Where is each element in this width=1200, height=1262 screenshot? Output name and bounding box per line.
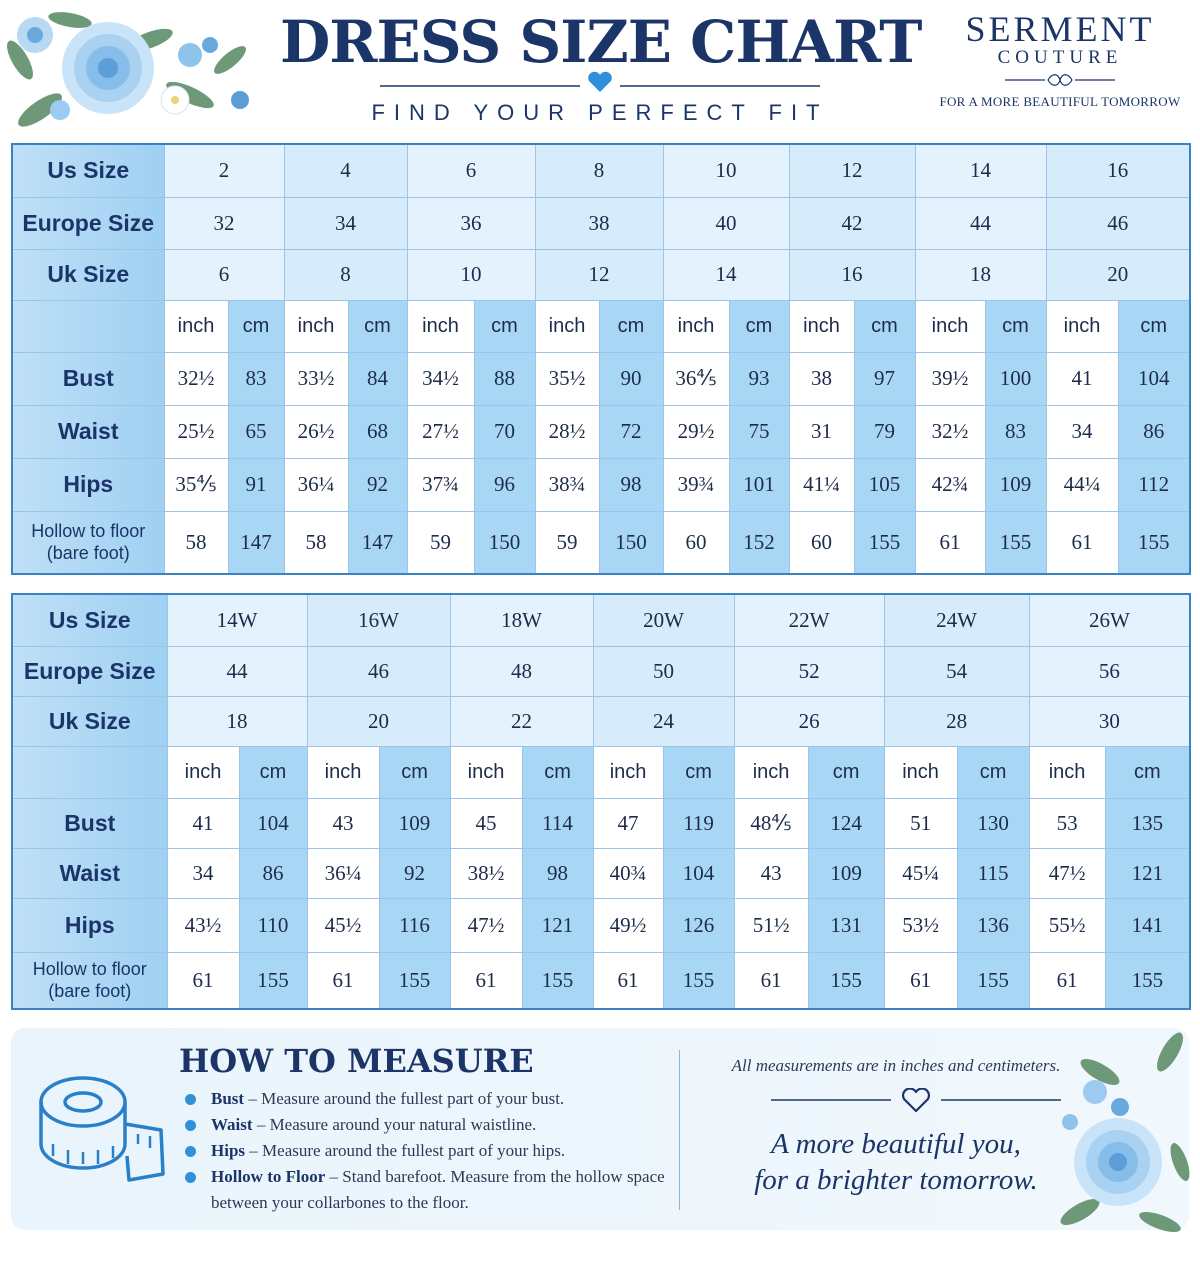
us-size-cell: 2	[164, 144, 284, 197]
us-size-cell: 10	[663, 144, 789, 197]
waist-inch: 31	[789, 405, 854, 458]
bust-cm: 135	[1105, 798, 1190, 848]
hips-label: Hips	[12, 898, 167, 952]
hips-cm: 109	[985, 458, 1046, 511]
europe-size-cell: 56	[1029, 646, 1190, 696]
europe-size-row	[12, 197, 1190, 249]
waist-cm: 86	[1118, 405, 1190, 458]
uk-size-cell: 14	[663, 249, 789, 300]
hips-row	[12, 458, 1190, 511]
us-size-cell: 20W	[593, 594, 734, 646]
uk-size-cell: 24	[593, 696, 734, 746]
hips-inch: 42¾	[915, 458, 985, 511]
bullet-icon	[185, 1120, 196, 1131]
hollow-cm: 150	[474, 511, 535, 574]
unit-inch: inch	[789, 300, 854, 352]
bust-cm: 93	[729, 352, 789, 405]
flower-bouquet-icon	[1040, 1012, 1200, 1237]
us-size-label: Us Size	[12, 144, 164, 197]
bust-cm: 104	[1118, 352, 1190, 405]
hips-cm: 131	[808, 898, 884, 952]
bust-cm: 88	[474, 352, 535, 405]
europe-size-cell: 46	[1046, 197, 1190, 249]
waist-row	[12, 405, 1190, 458]
hollow-cm: 150	[599, 511, 663, 574]
us-size-cell: 18W	[450, 594, 593, 646]
uk-size-label: Uk Size	[12, 696, 167, 746]
measure-term: Waist	[211, 1115, 253, 1134]
ornament-icon	[1000, 70, 1120, 90]
hips-inch: 51½	[734, 898, 808, 952]
europe-size-cell: 50	[593, 646, 734, 696]
hollow-inch: 61	[734, 952, 808, 1009]
uk-size-cell: 20	[1046, 249, 1190, 300]
hollow-inch: 61	[593, 952, 663, 1009]
unit-inch: inch	[535, 300, 599, 352]
hips-cm: 101	[729, 458, 789, 511]
hollow-cm: 155	[379, 952, 450, 1009]
waist-inch: 43	[734, 848, 808, 898]
bust-row	[12, 352, 1190, 405]
uk-size-cell: 8	[284, 249, 407, 300]
hollow-cm: 147	[228, 511, 284, 574]
unit-inch: inch	[164, 300, 228, 352]
measure-text: – Measure around the fullest part of your hips.	[245, 1141, 566, 1160]
hips-cm: 92	[348, 458, 407, 511]
europe-size-cell: 40	[663, 197, 789, 249]
hips-cm: 116	[379, 898, 450, 952]
bust-cm: 97	[854, 352, 915, 405]
waist-inch: 34	[1046, 405, 1118, 458]
brand-name: SERMENT	[965, 9, 1155, 49]
europe-size-cell: 44	[915, 197, 1046, 249]
hollow-cm: 155	[522, 952, 593, 1009]
hollow-cm: 155	[808, 952, 884, 1009]
waist-cm: 70	[474, 405, 535, 458]
bust-inch: 43	[307, 798, 379, 848]
panel-divider	[679, 1050, 680, 1210]
bust-cm: 83	[228, 352, 284, 405]
unit-cm: cm	[474, 300, 535, 352]
waist-cm: 104	[663, 848, 734, 898]
unit-inch: inch	[284, 300, 348, 352]
europe-size-cell: 54	[884, 646, 1029, 696]
hollow-cm: 155	[239, 952, 307, 1009]
how-to-measure-title: HOW TO MEASURE	[179, 1042, 534, 1080]
page-header	[0, 0, 1200, 140]
unit-cm: cm	[854, 300, 915, 352]
bust-cm: 84	[348, 352, 407, 405]
bust-inch: 36⅘	[663, 352, 729, 405]
waist-inch: 45¼	[884, 848, 957, 898]
waist-cm: 98	[522, 848, 593, 898]
hips-cm: 126	[663, 898, 734, 952]
uk-size-cell: 20	[307, 696, 450, 746]
unit-inch: inch	[450, 746, 522, 798]
hollow-inch: 61	[915, 511, 985, 574]
hips-cm: 91	[228, 458, 284, 511]
hips-inch: 47½	[450, 898, 522, 952]
unit-row-label	[12, 300, 164, 352]
bust-inch: 35½	[535, 352, 599, 405]
waist-inch: 38½	[450, 848, 522, 898]
uk-size-cell: 18	[915, 249, 1046, 300]
unit-inch: inch	[915, 300, 985, 352]
uk-size-cell: 18	[167, 696, 307, 746]
unit-cm: cm	[808, 746, 884, 798]
bullet-icon	[185, 1172, 196, 1183]
unit-inch: inch	[663, 300, 729, 352]
hollow-inch: 58	[164, 511, 228, 574]
us-size-cell: 24W	[884, 594, 1029, 646]
hollow-cm: 147	[348, 511, 407, 574]
europe-size-label: Europe Size	[12, 646, 167, 696]
us-size-row	[12, 594, 1190, 646]
bust-inch: 48⅘	[734, 798, 808, 848]
hips-inch: 49½	[593, 898, 663, 952]
unit-cm: cm	[599, 300, 663, 352]
hips-inch: 45½	[307, 898, 379, 952]
hollow-cm: 152	[729, 511, 789, 574]
size-table-regular	[11, 143, 1191, 575]
hollow-cm: 155	[1118, 511, 1190, 574]
hollow-row	[12, 952, 1190, 1009]
unit-cm: cm	[522, 746, 593, 798]
bust-cm: 90	[599, 352, 663, 405]
uk-size-label: Uk Size	[12, 249, 164, 300]
hips-inch: 55½	[1029, 898, 1105, 952]
hollow-inch: 59	[407, 511, 474, 574]
unit-cm: cm	[985, 300, 1046, 352]
unit-inch: inch	[734, 746, 808, 798]
us-size-cell: 14	[915, 144, 1046, 197]
uk-size-cell: 6	[164, 249, 284, 300]
waist-cm: 121	[1105, 848, 1190, 898]
europe-size-cell: 46	[307, 646, 450, 696]
hollow-label-line1: Hollow to floor	[31, 521, 146, 542]
unit-inch: inch	[167, 746, 239, 798]
hips-label: Hips	[12, 458, 164, 511]
us-size-cell: 26W	[1029, 594, 1190, 646]
uk-size-row	[12, 249, 1190, 300]
europe-size-cell: 38	[535, 197, 663, 249]
list-item	[183, 1138, 683, 1164]
bust-inch: 41	[167, 798, 239, 848]
bust-inch: 51	[884, 798, 957, 848]
unit-cm: cm	[1105, 746, 1190, 798]
heart-icon	[771, 1088, 1061, 1114]
hips-inch: 41¼	[789, 458, 854, 511]
hollow-inch: 61	[1046, 511, 1118, 574]
hollow-inch: 61	[167, 952, 239, 1009]
uk-size-cell: 22	[450, 696, 593, 746]
brand-logo	[930, 10, 1190, 110]
unit-row-label	[12, 746, 167, 798]
hips-inch: 36¼	[284, 458, 348, 511]
brand-sub: COUTURE	[997, 47, 1123, 68]
hollow-label-line2: (bare foot)	[48, 981, 132, 1002]
hips-cm: 96	[474, 458, 535, 511]
unit-inch: inch	[407, 300, 474, 352]
hips-cm: 105	[854, 458, 915, 511]
us-size-cell: 12	[789, 144, 915, 197]
unit-cm: cm	[379, 746, 450, 798]
measure-text: – Measure around your natural waistline.	[252, 1115, 537, 1134]
slogan-line2: for a brighter tomorrow.	[754, 1164, 1038, 1196]
measure-instructions	[183, 1086, 683, 1216]
brand-tagline: FOR A MORE BEAUTIFUL TOMORROW	[939, 94, 1181, 109]
how-to-measure-panel	[11, 1028, 1189, 1230]
hollow-cm: 155	[663, 952, 734, 1009]
hips-inch: 35⅘	[164, 458, 228, 511]
hips-cm: 136	[957, 898, 1029, 952]
bust-label: Bust	[12, 798, 167, 848]
waist-cm: 92	[379, 848, 450, 898]
hollow-inch: 60	[789, 511, 854, 574]
hips-cm: 112	[1118, 458, 1190, 511]
unit-cm: cm	[663, 746, 734, 798]
units-note: All measurements are in inches and centimeters.	[731, 1056, 1061, 1075]
unit-inch: inch	[307, 746, 379, 798]
hollow-inch: 60	[663, 511, 729, 574]
hollow-label	[12, 952, 167, 1009]
us-size-cell: 6	[407, 144, 535, 197]
hollow-inch: 61	[450, 952, 522, 1009]
bust-label: Bust	[12, 352, 164, 405]
bullet-icon	[185, 1094, 196, 1105]
hips-inch: 53½	[884, 898, 957, 952]
waist-inch: 27½	[407, 405, 474, 458]
unit-inch: inch	[1046, 300, 1118, 352]
waist-inch: 29½	[663, 405, 729, 458]
list-item	[183, 1086, 683, 1112]
size-table-plus	[11, 593, 1191, 1010]
bust-cm: 100	[985, 352, 1046, 405]
hips-inch: 44¼	[1046, 458, 1118, 511]
hips-cm: 121	[522, 898, 593, 952]
slogan	[711, 1126, 1081, 1198]
europe-size-cell: 48	[450, 646, 593, 696]
waist-inch: 40¾	[593, 848, 663, 898]
europe-size-row	[12, 646, 1190, 696]
waist-inch: 47½	[1029, 848, 1105, 898]
bust-row	[12, 798, 1190, 848]
unit-cm: cm	[228, 300, 284, 352]
bust-inch: 33½	[284, 352, 348, 405]
bust-inch: 38	[789, 352, 854, 405]
bust-inch: 34½	[407, 352, 474, 405]
measure-text: – Stand barefoot. Measure from the hollow space between your collarbones to the floor.	[211, 1167, 665, 1212]
us-size-cell: 4	[284, 144, 407, 197]
bust-cm: 119	[663, 798, 734, 848]
hips-cm: 141	[1105, 898, 1190, 952]
waist-inch: 28½	[535, 405, 599, 458]
measure-text: – Measure around the fullest part of your bust.	[244, 1089, 565, 1108]
hips-inch: 39¾	[663, 458, 729, 511]
bullet-icon	[185, 1146, 196, 1157]
hollow-label	[12, 511, 164, 574]
uk-size-row	[12, 696, 1190, 746]
measure-term: Hips	[211, 1141, 246, 1160]
bust-cm: 124	[808, 798, 884, 848]
europe-size-cell: 32	[164, 197, 284, 249]
hollow-row	[12, 511, 1190, 574]
bust-inch: 53	[1029, 798, 1105, 848]
waist-label: Waist	[12, 405, 164, 458]
unit-inch: inch	[884, 746, 957, 798]
us-size-cell: 16W	[307, 594, 450, 646]
us-size-cell: 8	[535, 144, 663, 197]
hollow-cm: 155	[854, 511, 915, 574]
us-size-cell: 22W	[734, 594, 884, 646]
us-size-cell: 16	[1046, 144, 1190, 197]
waist-label: Waist	[12, 848, 167, 898]
bust-inch: 47	[593, 798, 663, 848]
waist-cm: 79	[854, 405, 915, 458]
bust-inch: 41	[1046, 352, 1118, 405]
hollow-inch: 61	[307, 952, 379, 1009]
flower-bouquet-icon	[0, 0, 280, 140]
unit-cm: cm	[239, 746, 307, 798]
uk-size-cell: 26	[734, 696, 884, 746]
bust-inch: 32½	[164, 352, 228, 405]
hips-inch: 37¾	[407, 458, 474, 511]
measure-term: Hollow to Floor	[211, 1167, 326, 1186]
europe-size-label: Europe Size	[12, 197, 164, 249]
measuring-tape-icon	[33, 1064, 173, 1194]
hollow-inch: 59	[535, 511, 599, 574]
list-item	[183, 1112, 683, 1138]
us-size-cell: 14W	[167, 594, 307, 646]
list-item	[183, 1164, 683, 1216]
heart-icon	[380, 70, 820, 94]
waist-cm: 86	[239, 848, 307, 898]
unit-inch: inch	[1029, 746, 1105, 798]
unit-cm: cm	[729, 300, 789, 352]
uk-size-cell: 28	[884, 696, 1029, 746]
europe-size-cell: 36	[407, 197, 535, 249]
hollow-cm: 155	[985, 511, 1046, 574]
bust-cm: 109	[379, 798, 450, 848]
hips-inch: 43½	[167, 898, 239, 952]
europe-size-cell: 42	[789, 197, 915, 249]
unit-row	[12, 300, 1190, 352]
bust-inch: 45	[450, 798, 522, 848]
uk-size-cell: 16	[789, 249, 915, 300]
waist-inch: 32½	[915, 405, 985, 458]
unit-row	[12, 746, 1190, 798]
hollow-cm: 155	[957, 952, 1029, 1009]
us-size-label: Us Size	[12, 594, 167, 646]
waist-cm: 83	[985, 405, 1046, 458]
hollow-cm: 155	[1105, 952, 1190, 1009]
page-title: DRESS SIZE CHART	[280, 8, 922, 76]
bust-cm: 114	[522, 798, 593, 848]
slogan-line1: A more beautiful you,	[771, 1128, 1021, 1160]
waist-cm: 75	[729, 405, 789, 458]
hips-inch: 38¾	[535, 458, 599, 511]
waist-cm: 65	[228, 405, 284, 458]
page-subtitle: FIND YOUR PERFECT FIT	[371, 100, 829, 125]
uk-size-cell: 10	[407, 249, 535, 300]
waist-cm: 68	[348, 405, 407, 458]
hips-row	[12, 898, 1190, 952]
hollow-label-line1: Hollow to floor	[32, 959, 147, 980]
waist-inch: 34	[167, 848, 239, 898]
waist-inch: 25½	[164, 405, 228, 458]
waist-cm: 72	[599, 405, 663, 458]
uk-size-cell: 30	[1029, 696, 1190, 746]
hollow-inch: 58	[284, 511, 348, 574]
waist-row	[12, 848, 1190, 898]
bust-cm: 104	[239, 798, 307, 848]
hips-cm: 98	[599, 458, 663, 511]
bust-cm: 130	[957, 798, 1029, 848]
measure-term: Bust	[211, 1089, 245, 1108]
unit-cm: cm	[1118, 300, 1190, 352]
us-size-row	[12, 144, 1190, 197]
hollow-inch: 61	[1029, 952, 1105, 1009]
waist-inch: 26½	[284, 405, 348, 458]
unit-inch: inch	[593, 746, 663, 798]
hollow-inch: 61	[884, 952, 957, 1009]
hollow-label-line2: (bare foot)	[46, 543, 130, 564]
europe-size-cell: 34	[284, 197, 407, 249]
waist-cm: 115	[957, 848, 1029, 898]
hips-cm: 110	[239, 898, 307, 952]
unit-cm: cm	[348, 300, 407, 352]
europe-size-cell: 52	[734, 646, 884, 696]
unit-cm: cm	[957, 746, 1029, 798]
waist-cm: 109	[808, 848, 884, 898]
uk-size-cell: 12	[535, 249, 663, 300]
europe-size-cell: 44	[167, 646, 307, 696]
bust-inch: 39½	[915, 352, 985, 405]
waist-inch: 36¼	[307, 848, 379, 898]
